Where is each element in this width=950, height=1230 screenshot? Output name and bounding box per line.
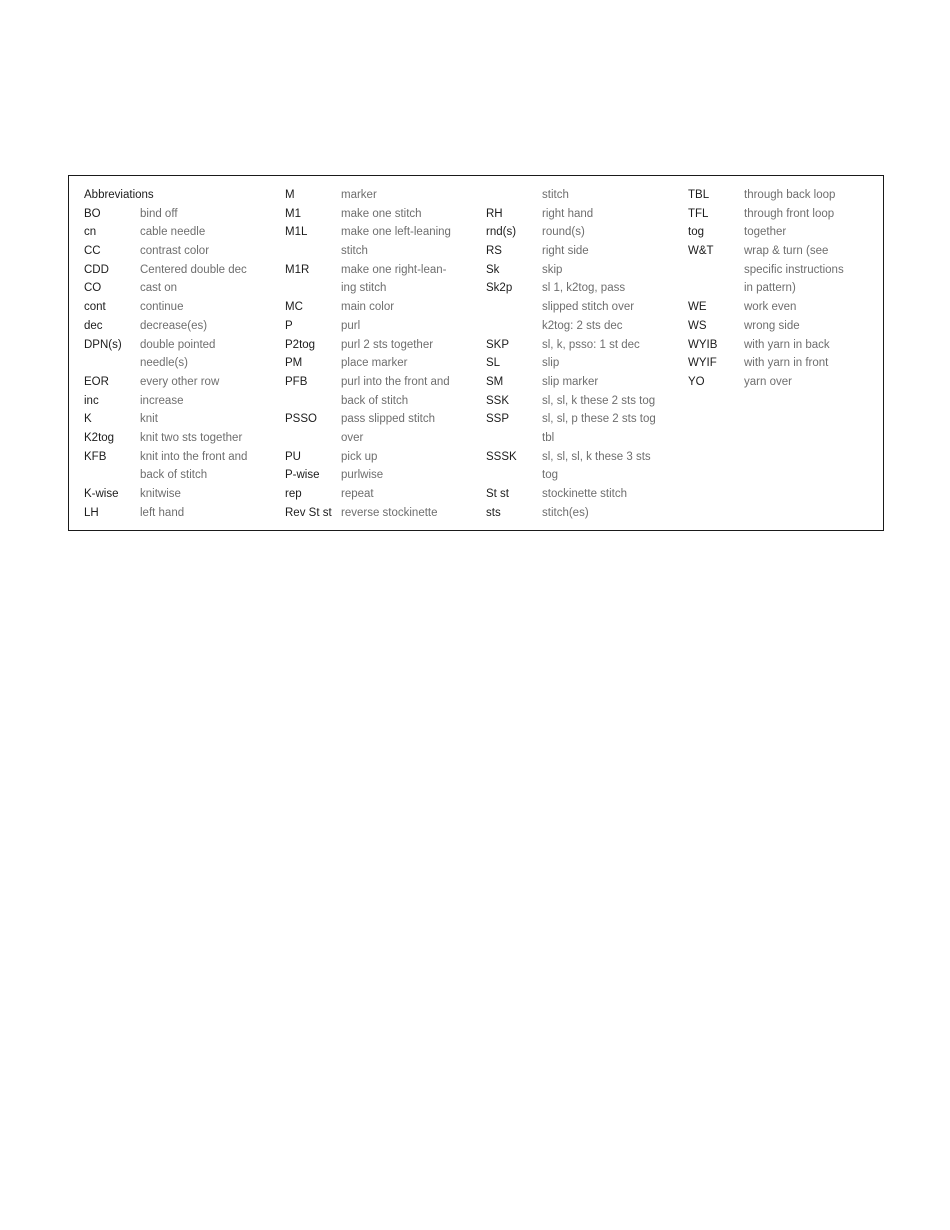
abbreviation-term: M1R (285, 263, 310, 276)
abbreviation-definition: specific instructions (744, 263, 844, 276)
abbreviation-definition: every other row (140, 375, 220, 388)
abbreviation-definition: back of stitch (140, 469, 208, 482)
abbreviation-term: PM (285, 357, 303, 370)
abbreviation-definition: pass slipped stitch (341, 413, 435, 426)
abbreviation-definition: Centered double dec (140, 263, 247, 276)
abbreviation-term: M1L (285, 226, 308, 239)
abbreviation-term: cont (84, 301, 106, 314)
abbreviation-term: P2tog (285, 338, 316, 351)
abbreviation-definition: repeat (341, 488, 374, 500)
abbreviation-definition: slipped stitch over (542, 301, 635, 314)
abbreviation-term: RH (486, 207, 503, 220)
abbreviation-term: MC (285, 301, 303, 314)
abbreviation-term: SSSK (486, 450, 517, 463)
abbreviation-term: KFB (84, 450, 107, 463)
abbreviation-definition: right hand (542, 207, 594, 220)
abbreviation-definition: stitch (542, 189, 569, 201)
abbreviation-term: sts (486, 506, 501, 519)
abbreviation-term: EOR (84, 375, 109, 388)
abbreviation-definition: make one right-lean- (341, 263, 447, 276)
abbreviation-definition: through back loop (744, 189, 836, 201)
abbreviation-definition: purl (341, 319, 361, 332)
abbreviation-definition: make one left-leaning (341, 226, 451, 239)
abbreviation-term: Sk2p (486, 282, 513, 295)
abbreviation-term: K2tog (84, 431, 115, 444)
abbreviation-definition: contrast color (140, 245, 210, 258)
abbreviation-term: WYIF (688, 357, 717, 370)
abbreviation-definition: reverse stockinette (341, 506, 438, 519)
abbreviation-term: LH (84, 506, 99, 519)
abbreviation-term: K-wise (84, 488, 119, 500)
abbreviation-definition: stockinette stitch (542, 488, 628, 500)
abbreviation-definition: stitch (341, 245, 368, 258)
abbreviation-definition: knitwise (140, 488, 181, 500)
abbreviation-term: M1 (285, 207, 301, 220)
abbreviation-term: inc (84, 394, 99, 407)
abbreviation-term: rep (285, 488, 302, 500)
abbreviation-term: TFL (688, 207, 709, 220)
abbreviation-definition: wrong side (744, 319, 800, 332)
abbreviation-term: SSP (486, 413, 510, 426)
abbreviation-definition: slip marker (542, 375, 599, 388)
abbreviation-term: BO (84, 207, 101, 220)
abbreviation-term: TBL (688, 189, 710, 201)
abbreviation-definition: through front loop (744, 207, 835, 220)
abbreviation-definition: round(s) (542, 226, 585, 239)
abbreviation-definition: slip (542, 357, 560, 370)
abbreviation-term: CDD (84, 263, 109, 276)
abbreviation-definition: purl 2 sts together (341, 338, 434, 351)
abbreviation-definition: purl into the front and (341, 375, 450, 388)
abbreviation-term: PU (285, 450, 301, 463)
abbreviation-definition: over (341, 431, 364, 444)
abbreviation-definition: tog (542, 469, 558, 482)
abbreviation-term: tog (688, 226, 704, 239)
abbreviation-definition: yarn over (744, 375, 792, 388)
abbreviation-definition: purlwise (341, 469, 384, 482)
abbreviation-term: Rev St st (285, 506, 332, 519)
abbreviation-definition: k2tog: 2 sts dec (542, 319, 623, 332)
abbreviation-definition: sl 1, k2tog, pass (542, 282, 626, 295)
abbreviation-definition: in pattern) (744, 282, 796, 295)
abbreviation-definition: wrap & turn (see (744, 245, 829, 258)
abbreviation-definition: place marker (341, 357, 408, 370)
abbreviation-definition: marker (341, 189, 377, 201)
abbreviation-definition: with yarn in front (744, 357, 829, 370)
abbreviation-definition: left hand (140, 506, 185, 519)
abbreviation-term: YO (688, 375, 705, 388)
abbreviation-term: cn (84, 226, 97, 239)
abbreviation-term: dec (84, 319, 103, 332)
abbreviation-term: M (285, 189, 295, 201)
abbreviation-definition: knit (140, 413, 158, 426)
abbreviation-definition: stitch(es) (542, 506, 589, 519)
abbreviation-term: SSK (486, 394, 510, 407)
abbreviation-definition: back of stitch (341, 394, 409, 407)
abbreviation-definition: needle(s) (140, 357, 188, 370)
abbreviation-definition: double pointed (140, 338, 216, 351)
abbreviations-heading: Abbreviations (84, 189, 154, 201)
abbreviation-term: DPN(s) (84, 338, 122, 351)
abbreviation-definition: knit two sts together (140, 431, 243, 444)
abbreviation-term: RS (486, 245, 502, 258)
abbreviation-term: SM (486, 375, 504, 388)
abbreviation-term: CC (84, 245, 101, 258)
abbreviation-definition: skip (542, 263, 563, 276)
abbreviation-definition: main color (341, 301, 395, 314)
abbreviation-definition: ing stitch (341, 282, 387, 295)
abbreviation-term: WE (688, 301, 707, 314)
abbreviation-term: CO (84, 282, 102, 295)
abbreviation-definition: work even (744, 301, 797, 314)
abbreviation-term: PFB (285, 375, 308, 388)
abbreviation-term: P (285, 319, 293, 332)
abbreviation-definition: cast on (140, 282, 178, 295)
abbreviation-term: PSSO (285, 413, 317, 426)
abbreviation-term: rnd(s) (486, 226, 517, 239)
abbreviation-definition: with yarn in back (744, 338, 830, 351)
abbreviation-definition: pick up (341, 450, 378, 463)
abbreviation-term: K (84, 413, 92, 426)
abbreviation-term: WYIB (688, 338, 718, 351)
abbreviation-term: P-wise (285, 469, 320, 482)
abbreviation-term: WS (688, 319, 707, 332)
abbreviation-definition: sl, sl, p these 2 sts tog (542, 413, 656, 426)
abbreviation-definition: sl, sl, k these 2 sts tog (542, 394, 656, 407)
abbreviation-definition: right side (542, 245, 589, 258)
abbreviation-definition: together (744, 226, 787, 239)
abbreviations-box (68, 175, 884, 531)
abbreviation-definition: make one stitch (341, 207, 422, 220)
abbreviation-term: St st (486, 488, 510, 500)
abbreviation-definition: sl, sl, sl, k these 3 sts (542, 450, 651, 463)
abbreviation-definition: tbl (542, 431, 555, 444)
abbreviation-definition: continue (140, 301, 184, 314)
abbreviation-definition: decrease(es) (140, 319, 208, 332)
abbreviation-definition: bind off (140, 207, 178, 220)
abbreviation-definition: knit into the front and (140, 450, 248, 463)
abbreviation-definition: cable needle (140, 226, 206, 239)
abbreviation-definition: sl, k, psso: 1 st dec (542, 338, 640, 351)
abbreviation-definition: increase (140, 394, 184, 407)
abbreviation-term: Sk (486, 263, 500, 276)
abbreviation-term: SL (486, 357, 501, 370)
abbreviation-term: W&T (688, 245, 714, 258)
abbreviation-term: SKP (486, 338, 510, 351)
